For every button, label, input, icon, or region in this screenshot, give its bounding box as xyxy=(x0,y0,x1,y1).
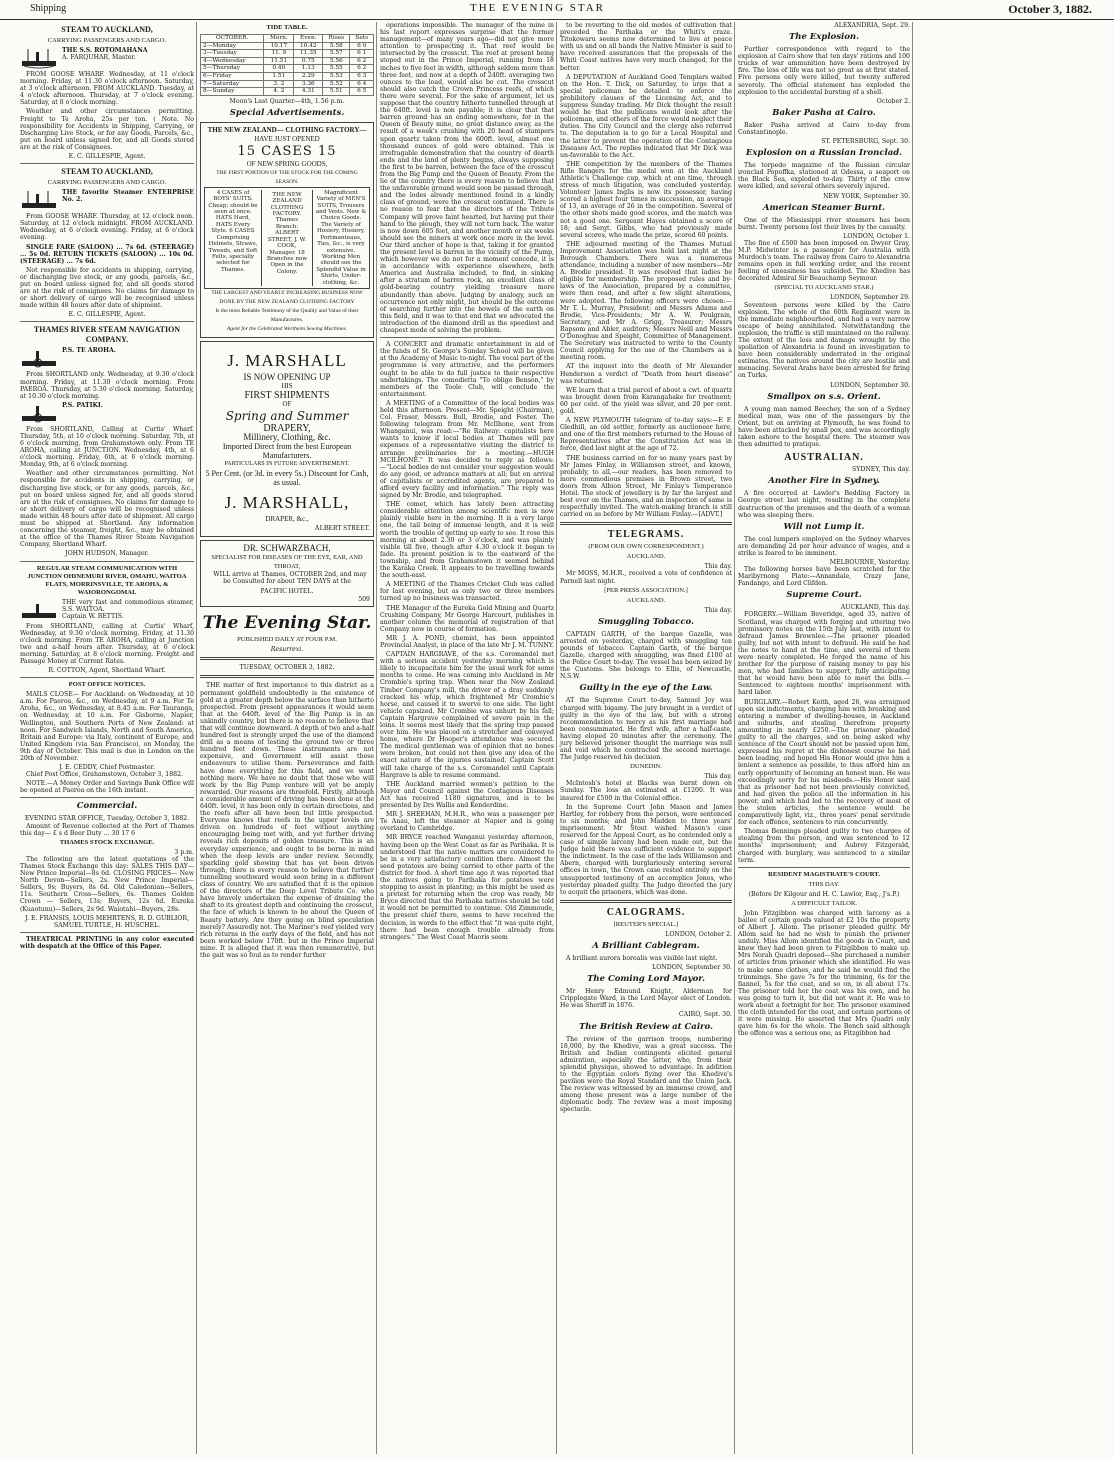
ad-line: DRAPER, &c., xyxy=(265,514,309,523)
dateline: DUNEDIN. xyxy=(630,763,662,771)
ad-title: J. MARSHALL xyxy=(227,350,347,370)
tide-title: TIDE TABLE. xyxy=(266,24,308,31)
heading-supreme-court: Supreme Court. xyxy=(786,590,862,601)
cablegram: The review of the garrison troops, numbering 18,000, by the Khedive, was a great success. The British and Indian contingents elicited general admiration, especially the latter, who, from their splendid physique, showed to advantage. In addition to the Egyptian colors flying over the Khedive's pavilion were the Royal Standard and the Union Jack. The review was witnessed by an immense crowd, and among those present was a large number of the diplomatic body. The review was a most imposing spectacle. xyxy=(560,1035,732,1114)
cablegram: Baker Pasha arrived at Cairo to-day from Constantinople. xyxy=(738,121,910,136)
marshall-ad xyxy=(200,341,374,537)
heading-special-advertisements: Special Advertisements. xyxy=(229,107,345,118)
tide-cell: 5.56 xyxy=(323,57,350,65)
dateline: MELBOURNE, Yesterday. xyxy=(829,558,910,566)
tide-cell: 8—Sunday xyxy=(201,88,264,96)
heading-tailor: A DIFFICULT TAILOR. xyxy=(791,899,857,907)
postmaster: J. E. CEDDY, Chief Postmaster. xyxy=(59,764,155,772)
news-item: MR J. A. POND, chemist, has been appointed Provincial Analyst, in place of the late Mr J. M. TUNNY. xyxy=(380,634,554,649)
news-item: A CONCERT and dramatic entertainment in aid of the funds of St. George's Sunday School will be given at the Academy of Music to-night. The vocal part of the programme is very attractive, and the performers ought to be able to do full justice to their respective undertakings. The comedietta "To oblige Benson," by members of the Toole Club, will conclude the entertainment. xyxy=(380,341,554,398)
heading-ironclad: Explosion on a Russian Ironclad. xyxy=(745,148,903,159)
manager: JOHN HUDSON, Manager. xyxy=(65,550,149,558)
telegram: Mr MOSS, M.H.R., received a vote of confidence at Parnell last night. xyxy=(560,570,732,585)
news-item: THE adjourned meeting of the Thames Mutual Improvement Association was held last night at the Borough Chambers. There was a numerous attendance, including a number of new members—Mr A. Brodie presided. It was resolved that ladies be eligible for membership. The proposed rules and by-laws of the Association, prepared by a committee, were then read, and after a few slight alterations, were adopted. The following officers were chosen:—Mr T. L. Murray, President; and Messrs Adams and Brodie, Vice-Presidents; Mr A. W. Poulgrain, Secretary, and Mr A. Grigg, Treasurer; Messrs Rapsom and Abler, auditors; Messrs Neill and Messrs O'Donoghue and Speight, Committee of Management. The Secretary was instructed to write to the County Council applying for the use of the Chambers as a meeting room. xyxy=(560,240,732,362)
heading-brilliant: A Brilliant Cablegram. xyxy=(592,940,700,951)
tide-cell: 6 2 xyxy=(350,57,374,65)
dateline: THIS DAY. xyxy=(808,880,840,888)
news-item: to be reverting to the old modes of cultivation that preceded the Parihaka or the Whiti's craze. Titokowaru seems now determined to live at peace with us and on all hands the Native Minister is said to have received assurances that the proposals of the Whiti Coast natives have very much changed, for the better. xyxy=(560,22,732,72)
dateline: AUCKLAND, This day. xyxy=(840,604,910,612)
dateline-day: This day. xyxy=(704,606,732,614)
cablegram: A fire occurred at Lawler's Bedding Factory in George street last night, resulting in the complete destruction of the premises and the death of a woman who was sleeping there. xyxy=(738,490,910,519)
ad-line: SPECIALIST FOR DISEASES OF THE EYE, EAR, AND THROAT, xyxy=(211,553,363,570)
court-report: BURGLARY.—Robert Keith, aged 26, was arraigned upon six indictments, charging him with breaking and entering a number of dwelling-houses, in Auckland and suburbs, and stealing therefrom property amounting in nearly £250.—The prisoner pleaded guilty to all the charges, and on being asked why sentence of the Court should not be passed upon him, expressed his regret at the dishonest course he had been leading, and hoped His Honor would give him a lenient a sentence as possible, to thus afford him an early opportunity of becoming an honest man. He was exceedingly sorry for his misdeeds.—His Honor said that as prisoner had not been previously convicted, and had given the police all the information in his power, and which had led to the recovery of most of the stolen articles, the sentence would be comparatively light, viz., three years' penal servitude for each offence, sentences to run concurrently. xyxy=(738,698,910,827)
tide-cell: 3—Tuesday xyxy=(201,50,264,58)
tide-cell: 3. 2 xyxy=(264,80,294,88)
ad-line: Imported Direct from the best European Manufacturers. xyxy=(222,441,352,460)
ship-name: P.S. PATIKI. xyxy=(62,401,103,409)
brokers: J. E. FRANSIS, LOUIS MEHRTENS, R. D. GUBLIOR, SAMUEL TURTLE, H. HUSCHEL. xyxy=(25,914,189,929)
heading-lord-mayor: The Coming Lord Mayor. xyxy=(587,974,705,985)
dateline: ALEXANDRIA, Sept. 29. xyxy=(834,22,910,29)
ad-line: IS NOW OPENING UP xyxy=(243,371,331,382)
tide-cell: 2.29 xyxy=(294,72,323,80)
heading-cablegrams: CALOGRAMS. xyxy=(606,906,686,918)
notice: Weather and other circumstances permitting. Not responsible for accidents in shipping, carrying, or discharging live stock, or for any goods, parcels, &c., put on board unless signed for, and all goods stored are at the risk of consignees. No claims for damage to or short delivery of cargo will be recognised unless made within 48 hours after date of shipment. All cargo must be shipped at Shortland. Any information concerning the steamer, freight, &c., may be obtained at the office of the Thames River Steam Navigation Company, Shortland Wharf. xyxy=(20,470,194,549)
cablegram: One of the Mississippi river steamers has been burnt. Twenty persons lost their lives by the casualty. xyxy=(738,216,910,231)
byline: (SPECIAL TO AUCKLAND STAR.) xyxy=(774,284,874,292)
ad-line: THE FIRST PORTION OF THE STOCK FOR THE COMING SEASON. xyxy=(216,169,358,185)
paper-title: THE EVENING STAR xyxy=(470,2,605,14)
ship-master: A. FARQUHAR, Master. xyxy=(62,54,136,62)
tide-cell: 11.51 xyxy=(264,57,294,65)
column-ads xyxy=(196,22,374,1454)
ad-line: 5 Per Cent. (or 3d. in every 5s.) Discount for Cash, as usual. xyxy=(205,468,369,487)
tide-cell: 7—Saturday xyxy=(201,80,264,88)
steamship-icon xyxy=(20,599,58,621)
stock-time: 3 p.m. xyxy=(174,848,194,856)
dateline-day: This day. xyxy=(704,773,732,781)
revenue: Amount of Revenue collected at the Port of Thames this day— £ s d Beer Duty ... 30 17 6 xyxy=(20,822,194,837)
tide-row xyxy=(201,42,374,50)
ad-line: Agent for the Celebrated Wertheim Sewing Machines. xyxy=(226,325,348,332)
schwarzbach-ad xyxy=(200,540,374,607)
tide-row xyxy=(201,57,374,65)
heading-explosion: The Explosion. xyxy=(788,32,860,43)
news-item: THE Auckland married women's petition to the Mayor and Council against the Contagious Diseases Act has received 1180 signatures, and is to be presented by Drs Wallis and Kenderdine. xyxy=(380,780,554,810)
tide-cell: 6 0 xyxy=(350,42,374,50)
ship-name: P.S. TE AROHA. xyxy=(62,347,116,355)
telegram: McIntosh's hotel at Blacks was burnt down on Sunday. The loss an estimated at £1200. It was insured for £500 in the Colonial office. xyxy=(560,780,732,802)
ad-cases: 15 CASES 15 xyxy=(237,143,337,159)
tide-cell: 6 1 xyxy=(350,50,374,58)
ship-name: THE S.S. ROTOMAHANA xyxy=(62,47,148,54)
editorial-continued: operations impossible. The manager of the mine in his last report expresses surprise that the former management—of many years ago—did not give more attention to prospecting it. That reef would be intersected by the crosscut. The reef at present being stoped out in the Prince Imperial, running from 18 inches to five feet in width, although seldom more than three feet, and now at a depth of 240ft. averaging two ounces to the load, would also be cut. The crosscut should also catch the Crown Princess reefs, of which there were several. For the sake of argument, let us suppose that the country hitherto tunnelled through at the 640ft. level is non payable; it is clear that that barren ground has an ending somewhere, for in the Queen of Beauty mine, no great distance away, as the result of a week's crushing with 20 head of stampers upon quartz taken from the 600ft. level, almost one thousand ounces of gold were obtained. This is irrefragable demonstration that the country of dearth ends and the land of plenty begins, always supposing the first to be barren, between the face of the crosscut from the Big Pump and the Queen of Beauty. From the lie of the country there is every reason to believe that the unfavorable ground would soon be passed through, and the lodes already mentioned found in a kindly class of ground, were the crosscut continued. There is no reason to fear that the directors of the Tribute Company will prove faint hearted, but having put their hand to the plough, they will not turn back. The water is now down 605 feet, and another month or six weeks should see the miners at work once more in the level. Our third anchor of hope is that, taking it for granted the present level is barren in the vicinity of the Pump, which however we do not for a moment concede, it is in accordance with experience elsewhere, both America and Australia included, to find, in sinking after a stratum of barren rock, an excellent class of gold-bearing country yielding treasure more abundantly than above. Judging by analogy, such an occurrence not only might, but should be the outcome of searching further into the bowels of the earth on this field, and it was to that end that we advocated the introduction of the diamond drill as the speediest and cheapest mode of solving the problem. xyxy=(380,22,554,335)
cablegram: The coal lumpers employed on the Sydney wharves are demanding 2d per hour advance of wages, and a strike is feared to be imminent. xyxy=(738,535,910,557)
tide-cell: 6 2 xyxy=(350,65,374,73)
ad-line: PARTICULARS IN FUTURE ADVERTISEMENT. xyxy=(224,460,350,467)
schedule: From SHORTLAND only. Wednesday, at 9.30 o'clock morning. Friday, at 11.30 o'clock morning. From PAEROA. Thursday, at 5.30 o'clock morning. Saturday, at 10.30 o'clock morning. xyxy=(20,371,194,400)
tide-table xyxy=(200,34,374,96)
dateline: ST. PETERSBURG, Sept. 30. xyxy=(821,138,910,146)
dateline: LONDON, September 29. xyxy=(830,294,910,302)
tide-cell: 4.31 xyxy=(294,88,323,96)
tide-row xyxy=(201,50,374,58)
heading-fire: Another Fire in Sydney. xyxy=(768,476,880,487)
dateline: AUCKLAND. xyxy=(626,553,666,561)
tide-cell: 5—Thursday xyxy=(201,65,264,73)
tide-cell: 0.40 xyxy=(264,65,294,73)
tide-cell: 5.55 xyxy=(323,65,350,73)
heading-australian: AUSTRALIAN. xyxy=(784,452,864,464)
steamer-ad xyxy=(20,347,194,369)
tide-cell: 6—Friday xyxy=(201,72,264,80)
tide-cell: 5.52 xyxy=(323,80,350,88)
tide-cell: 10.17 xyxy=(264,42,294,50)
news-item: MR J. SHEEHAN, M.H.R., who was a passenger per Te Anau, left the steamer at Napier and is going overland to Cambridge. xyxy=(380,811,554,833)
bench: (Before Dr Kilgour and H. C. Lawlor, Esq., J's.P.) xyxy=(748,890,900,898)
heading-telegrams: TELEGRAMS. xyxy=(607,529,685,541)
heading-steam-auckland: STEAM TO AUCKLAND, xyxy=(61,25,153,34)
tide-row xyxy=(201,80,374,88)
newspaper-nameplate: The Evening Star. xyxy=(202,613,372,634)
tide-cell: 11.35 xyxy=(294,50,323,58)
cablegram: Seventeen persons were killed by the Cairo explosion. The whole of the 60th Regiment were in the immediate neighbourhood, and had a very narrow escape of being annihilated. Notwithstanding the explosion, the traffic is still maintained on the railway. The extent of the loss and damage wrought by the spoliation of Alexandria is found on investigation to have been considerably underrated in the original estimates. The natives around the city are hostile and menacing. Several Arabs have been arrested for firing on Turks. xyxy=(738,301,910,380)
cablegram: A young man named Beechey, the son of a Sydney medical man, was one of the passengers by the Orient, but on arriving at Plymouth, he was found to have been attacked by small pox, and was accordingly taken ashore to the hospital there. The steamer was then admitted to pratique. xyxy=(738,405,910,449)
paddle-steamer-icon xyxy=(20,347,58,369)
fares: SINGLE FARE (SALOON) ... 7s 6d. (STEERAGE) ... 5s 0d. RETURN TICKETS (SALOON) ... 10s 0d. (STEERAGE) ... 7s 6d. xyxy=(20,243,194,265)
cablegram: A brilliant aurora borealis was visible last night. xyxy=(566,954,718,962)
dateline: LONDON, October 1. xyxy=(843,232,910,240)
steamer-ad xyxy=(20,47,194,69)
dateline: LONDON, September 30. xyxy=(652,964,732,972)
heading-smuggling: Smuggling Tobacco. xyxy=(597,616,695,627)
telegram: AT the Supreme Court to-day, Samuel Joy was charged with bigamy. The jury brought in a verdict of guilty in the eye of the law, but with a strong recommendation to mercy as his first marriage had been consummated. He first wife, after a half-caste, having eloped 20 minutes after the ceremony. The jury believed prisoner thought the marriage was null and void which he contracted the second marriage. The Judge reserved his decision. xyxy=(560,697,732,762)
heading-guilty: Guilty in the eye of the Law. xyxy=(579,683,713,694)
tide-header-row: OCTOBER. Morn. Even. Rises Sets xyxy=(201,35,374,43)
heading-thames-river: THAMES RIVER STEAM NAVIGATION COMPANY. xyxy=(33,325,181,345)
dateline: CAIRO, Sept. 30. xyxy=(678,1011,732,1019)
dateline: AUCKLAND. xyxy=(626,596,666,604)
tide-cell: 6 4 xyxy=(350,80,374,88)
ad-title: DR. SCHWARZBACH, xyxy=(243,542,331,553)
agent: E. C. GILLESPIE, Agent. xyxy=(68,311,146,319)
cablegram: The following horses have been scratched for the Maribyrnong Plate:—Annandale, Crazy Jane, Fandango, and Lord Clifden. xyxy=(738,566,910,588)
cablegram: The fine of £500 has been imposed on Dwyer Gray, M.P. Midwinter is a passenger for Australia with Murdoch's team. The railway from Cairo to Alexandria remains open in full working order, and the recent feeling of uneasiness has subsided. The Khedive has decorated Admiral Sir Beauchamp Seymour. xyxy=(738,239,910,283)
ad-line: OF NEW SPRING GOODS, xyxy=(246,159,328,168)
office-date: Chief Post Office, Grahamstown, October 3, 1882. xyxy=(26,771,184,779)
telegram: In the Supreme Court John Mason and James Hartley, for robbery from the person, were sentenced to six months; and John Madden to three years' imprisonment. Mr Stout wished Mason's case reserved for the Appeal Court, as he contended only a case of simple larceny had been made out, but the Judge held there was sufficient evidence to support the indictment. In the case of the lads Williamson and Abern, charged with burglariously entering several offices in town, the Crown case rested entirely on the unsupported testimony of an accomplice Jones, who yesterday pleaded guilty. The Judge directed the jury to acquit the prisoners, which was done. xyxy=(560,803,732,896)
published: PUBLISHED DAILY AT FOUR P.M. xyxy=(237,636,337,644)
editorial: THE matter of first importance to this district as a permanent goldfield undoubtedly is the existence of gold at a greater depth below the surface than hitherto prospected. From present appearances it would seem that at the 640ft. level of the Big Pump is in an unkindly country, but there is no reason to believe that that will continue downward. A depth of two and a-half hundred feet is strongly urged the use of the diamond drill as a means of testing the ground two or three hundred feet down. These instruments are not expensive, and Government will assist these endeavours to utilise them. Perseverance and faith have done everything for this field, and we want nothing more. We have no doubt that those who will work by the Big Pump venture will yet be amply rewarded. Our reasons are threefold. Firstly, although a considerable amount of driving has been done at the 640ft. level, it has been only in certain directions, and the reefs after all have been but little prospected. Everyone knows that reefs in the upper levels are driven on hundreds of feet without anything encouraging being met with, and yet further driving reveals rich deposits of golden treasure. This is an everyday experience, and ought to be borne in mind when the deep levels are under review. Secondly, sparkling gold showing that has yet been driven through, there is every reason to believe that further tunnelling southward would soon bring in a different class of country. We are satisfied that it is the opinion of the directors of the Deep Level Tribute Co. who have bravely undertaken the expense of draining the shaft to its greatest depth and continuing the crosscut, the face of which is known to be about the Queen of Beauty battery. Are they going on blind speculation merely? Assuredly not. The Mariner's reef yielded very rich returns in the early days of the field, and has not been worked below 170ft. but in the Prince Imperial mine. It is alleged that it was then remunerative, but the gait was so foul as to render further xyxy=(200,682,374,959)
heading-regular-steam: REGULAR STEAM COMMUNICATION WITH JUNCTION OHINEMURI RIVER, OMAHU, WAITOA FLATS, MORRINSVILLE, TE AROHA, & WAIORONGOMAI. xyxy=(27,564,187,596)
cablegram: Mr Henry Edmund Knight, Alderman for Cripplegate Ward, is the Lord Mayor elect of London. He was Sheriff in 1876. xyxy=(560,988,732,1010)
news-item: A DEPUTATION of Auckland Good Templars waited on the Hon. T. Dick, on Saturday, to urge that a special policeman be detailed to enforce the prohibitory clauses of the Licensing Act, and to suppress Sunday trading. Mr Dick thought the result would be that the publicans would look after the policeman, and others of the force would neglect their duties. The City Council and the clergy also referred to. The deputation is to go for a Local Hospital and the latter to prevent the operation of the Contagious Diseases Act. The replies indicated that Mr Dick was un-favorable to the Act. xyxy=(560,73,732,159)
ad-line: HIS xyxy=(281,381,293,390)
byline: [PER PRESS ASSOCIATION.] xyxy=(604,586,688,594)
news-item: THE competition by the members of the Thames Rifle Rangers for the medal won at the Auckland Athletic's Challenge cup, which at one time, through stress of much litigation, was concluded yesterday. Volunteer James Inglis is now its possessor, having scored a highest four times in succession, an average of 13, an average of 26 in the competition. Several of the other shots made good scores, and the match was not a good one. Sergeant Hayes obtained a score of 18; and Sergt. Gibbs, who had previously made several scores, who made the prize, scored 60 points. xyxy=(560,160,732,239)
ad-line: HAVE JUST OPENED xyxy=(254,134,320,143)
news-item: A MEETING of a Committee of the local bodies was held this afternoon. Present—Mr. Speight (Chairman), Col. Fraser, Messrs. Bull, Brodie, and Foster. The following telegram from Mr. McIlhone, sent from Whanganui, was read:—"Re Railway: capitalists here wants to know if local bodies at Thames will pay expenses of a representative visiting the district to arrange preliminaries for a meeting.—HUGH MCILHONE." It was decided to reply as follows:—"Local bodies do not consider your suggestion would do any good, or advance matters at all; but on arrival of capitalists or accredited agents, are prepared to afford every facility and information." The reply was signed by Mr. Brodie, and telegraphed. xyxy=(380,399,554,500)
steamship-icon xyxy=(20,189,58,211)
ad-grid-right: Magnificent Variety of MEN'S SUITS, Trousers and Vests. New & Choice Goods. The Variety of Hosiery, Hosiery, Portmanteaus, Ties, &c., is very extensive. Working Men should see the Splendid Value in Shirts, Under-clothing, &c. xyxy=(315,189,367,286)
court-report: FORGERY.—William Beveridge, aged 35, native of Scotland, was charged with forging and uttering two promissory notes on the 15th July last, with intent to defraud James Brownlee.—The prisoner pleaded guilty, but not with intent to defraud. He said he had the notes to hand at the time, and several of them were nearly completed. He forged the name of his brother for the purpose of raising money to pay his men, who had families to support, fully anticipating that he would have been able to meet the bills.—Sentenced to eighteen months' imprisonment with hard labor. xyxy=(738,611,910,697)
ad-line: Millinery, Clothing, &c. xyxy=(243,431,331,442)
heading-stock-exchange: THAMES STOCK EXCHANGE. xyxy=(59,838,155,846)
telegram: CAPTAIN GARTH, of the barque Gazelle, was arrested on yesterday, charged with smuggling ten pounds of tobacco. Captain Garth, of the barque Gazelle, charged with smuggling, was fined £100 at the Police Court to-day. The vessel has been seized by the Customs. She belongs to Ellis, of Newcastle, N.S.W. xyxy=(560,630,732,681)
heading-review: The British Review at Cairo. xyxy=(578,1021,714,1032)
motto: Resurrexi. xyxy=(270,646,304,654)
news-item: MR BRYCE reached Wanganui yesterday afternoon, having been up the West Coast as far as Parihaka. It is understood that the native matters are considered to be in a very satisfactory condition there. Almost the seed potatoes are being carried to other parts of the district for food. A short time ago it was reported that the natives going to Parihaka for potatoes were stopping to assist in planting; as this might be used as a pretext for returning when the crop was ready, Mr Bryce directed that the Parihaka natives should be told it would not be permitted to continue. Old Zimmoude, the present chief there, seems to have received the decision, in words to the effect that "it was quite right, there had been enough trouble already from strangers." The West Coast Maoris seem xyxy=(380,834,554,941)
column-concert-mines xyxy=(912,22,913,1454)
steamship-icon xyxy=(20,47,58,69)
ad-line: OF xyxy=(282,399,292,408)
heading-steam-auckland-2: STEAM TO AUCKLAND, xyxy=(61,167,153,177)
issue-date: October 3, 1882. xyxy=(1008,2,1092,16)
tide-cell: 6 5 xyxy=(350,88,374,96)
dateline: NEW YORK, September 30. xyxy=(823,192,910,200)
subheading: CARRYING PASSENGERS AND CARGO. xyxy=(47,179,167,187)
tide-cell: 1.51 xyxy=(264,72,294,80)
heading-rm-court: RESIDENT MAGISTRATE'S COURT. xyxy=(768,870,880,878)
notice: Weather and other circumstances permitting. Freight to Te Aroha, 25s per ton. ( Note. No responsibility for Accidents in Shipping, Carrying, or Discharging Live Stock, or for any Goods, Parcels, &c., put on board unless signed for, and all Goods stored are at the risk of Consignees. xyxy=(20,108,194,151)
editorial-date: TUESDAY, OCTOBER 3, 1882. xyxy=(239,664,335,672)
cablegram: Further correspondence with regard to the explosion at Cairo show that ten days' rations and 100 trucks of war ammunition have been destroyed by fire. The loss of life was not so great as at first stated. Five persons only were killed, but twenty suffered severely. The official statement has exploded the explosion to the accidental bursting of a shell. xyxy=(738,46,910,96)
cablegram: The torpedo magazine of the Russian circular ironclad Popoffka, stationed at Odessa, a seaport on the Black Sea, exploded to-day. Thirty of the crew were killed, and several others severely injured. xyxy=(738,162,910,191)
subheading: CARRYING PASSENGERS AND CARGO. xyxy=(47,37,167,44)
schedule: From SHORTLAND, calling at Curtis' Wharf, Wednesday, at 9.30 o'clock morning. Friday, at 11.30 o'clock morning. From TE AROHA, calling at Junction two and a-half hours after. Thursday, at 6 o'clock morning. Saturday, at 8 o'clock morning. Freight and Passage Money at Current Rates. xyxy=(20,622,194,665)
ad-text: WILL arrive at Thames, OCTOBER 2nd, and may be Consulted for about TEN DAYS at the xyxy=(213,570,367,586)
heading-lumpers: Will not Lump it. xyxy=(783,521,865,532)
court-report: Thomas Bennings pleaded guilty to two charges of stealing from the person, and was sentenced to 12 months' imprisonment; and Aubrey Fitzgerald, charged with burglary, was sentenced to a similar term. xyxy=(738,828,910,864)
steamer-ad xyxy=(20,599,194,621)
news-item: A NEW PLYMOUTH telegram of to-day says:—F. F. Gledhill, an old settler, formerly an auctioneer here, and one of the first members returned to the House of Representatives after the Constitution Act was in force, died last night at the age of 72. xyxy=(560,417,732,453)
news-item: AT the inquest into the death of Mr Alexander Henderson a verdict of "Death from heart disease" was returned. xyxy=(560,363,732,385)
tide-cell: 3.36 xyxy=(294,80,323,88)
agent: R. COTTON, Agent, Shortland Wharf. xyxy=(48,667,166,675)
ad-line: THE LARGEST AND YEARLY INCREASING BUSINESS NOW DONE BY THE NEW ZEALAND CLOTHING FACTORY xyxy=(211,289,363,305)
clothing-factory-ad xyxy=(200,122,374,338)
mails-close: MAILS CLOSE— For Auckland: on Wednesday, at 10 a.m. For Paeroa, &c., on Wednesday, at 9 a.m. For Te Aroha, &c., on Wednesday, at 8.45 a.m. For Tauranga, on Wednesday, at 10 a.m. For Gisborne, Napier, Wellington, and Southern Ports of New Zealand: at noon. For Sandwich Islands, North and South America, Britain and Europe: via Italy, continent of Europe, and United Kingdom (via San Francisco), on Monday, the 9th day of October. This mail is due in London on the 20th of November. xyxy=(20,691,194,762)
dateline: LONDON, October 2. xyxy=(665,930,732,938)
tide-cell: 10.42 xyxy=(294,42,323,50)
news-item: CAPTAIN HARGRAVE, of the s.s. Coromandel met with a serious accident yesterday morning which is likely to incapacitate him for the usual work for some months to come. He was coming into Auckland in Mr Crombie's spring trap. When near the New Zealand Timber Company's mill, the driver of a dray suddenly cracked his whip, which frightened Mr Crombie's horse, and caused it to swerve to one side. The light vehicle capsized. Mr Crombie was unhurt by his fall; Captain Hargrave complained of severe pain in the loins. It seems most likely that the spring trap passed over him. He was placed on a stretcher and conveyed home, where Dr Hooper's attendance was secured. The medical gentleman was of opinion that no bones were broken, but could not then give any idea of the exact nature of the injuries sustained. Captain Scott will take charge of the s.s. Coromandel until Captain Hargrave is able to resume command. xyxy=(380,651,554,779)
ad-grid-middle: THE NEW ZEALAND CLOTHING FACTORY. Thames Branch: ALBERT STREET, J. W. COOK, Manager. 18 Branches now Open in the Colony. xyxy=(261,190,313,286)
ship-captain: Captain W. BETTIS. xyxy=(62,612,124,620)
tide-cell: 2—Monday xyxy=(201,42,264,50)
news-item: THE comet, which has lately been attracting considerable attention among scientific men is now plainly visible here in the morning. It is a very large one, the tail being of immense length, and it is well worth the trouble of getting up early to see. It rose this morning at about 2.30 or 3 o'clock, and was plainly visible till five, though after 4.30 o'clock it began to fade. Its present position is to the eastward of the township, and from Grahamstown it seemed behind the Karaka Creek. It appears to be travelling towards the south-east. xyxy=(380,501,554,580)
money-order-note: NOTE.—A Money Order and Savings Bank Office will be opened at Paeroa on the 16th instant. xyxy=(20,780,194,795)
tide-cell: 1.13 xyxy=(294,65,323,73)
byline: [REUTER'S SPECIAL.] xyxy=(613,920,679,928)
tide-cell: 5.53 xyxy=(323,72,350,80)
schedule: From GOOSE WHARF. Thursday, at 12 o'clock noon. Saturday, at 12 o'clock midnight. FROM AUCKLAND. Wednesday, at 6 o'clock evening. Friday, at 6 o'clock evening. xyxy=(20,213,194,242)
steamer-ad xyxy=(20,189,194,211)
news-item: THE business carried on for so many years past by Mr James Finlay, in Williamson street, and known, probably, to all,—our readers, has been removed to more commodious premises in Brown street, two doors from Albion Street, Mr Finlay's Temperance Hotel. The stock of jewellery is by far the largest and best ever on the Thames, and an inspection of same is respectfully invited. The watch-making branch is still carried on as before by Mr William Finlay.—[ADVT.] xyxy=(560,454,732,519)
tide-cell: 5.51 xyxy=(323,88,350,96)
ad-title: J. MARSHALL, xyxy=(224,492,350,512)
dateline: October 2. xyxy=(876,97,910,105)
tide-cell: 4. 2 xyxy=(264,88,294,96)
tide-row xyxy=(201,72,374,80)
notice: Not responsible for accidents in shipping, carrying, or discharging live stock, or any goods, parcels, &c., put on board unless signed for, and all goods stored are at the risk of consignees. No claims for damage to or short delivery of cargo will be recognised unless made within 48 hours after date of shipment. xyxy=(20,266,194,310)
ship-name: THE very fast and commodious steamer, S.S. WAITOA. xyxy=(62,598,194,613)
tide-cell: 4—Wednesday xyxy=(201,57,264,65)
masthead xyxy=(0,0,1114,20)
tide-cell: 5.57 xyxy=(323,50,350,58)
ad-line: DRAPERY, xyxy=(263,422,311,434)
ad-spring: Spring and Summer xyxy=(225,408,349,423)
dateline: LONDON, September 30. xyxy=(830,381,910,389)
byline: (FROM OUR OWN CORRESPONDENT.) xyxy=(588,543,704,551)
printing-ad: THEATRICAL PRINTING in any color executed with despatch at the Office of this Paper. xyxy=(20,935,194,950)
shipping-label: Shipping xyxy=(30,3,67,14)
heading-baker: Baker Pasha at Cairo. xyxy=(772,107,876,118)
heading-smallpox: Smallpox on s.s. Orient. xyxy=(767,391,881,402)
paddle-steamer-icon xyxy=(20,402,58,424)
ad-title: THE NEW ZEALAND— CLOTHING FACTORY— xyxy=(207,125,367,134)
ad-grid xyxy=(204,187,370,289)
news-item: WE learn that a trial parcel of about a cwt. of quartz was brought down from Karangahake for treatment; 60 per cent. of the yield was silver, and 20 per cent. gold. xyxy=(560,386,732,415)
news-item: A MEETING of the Thames Cricket Club was called for last evening, but as only two or three members turned up no business was transacted. xyxy=(380,581,554,603)
column-shipping xyxy=(20,22,194,1454)
heading-commercial: Commercial. xyxy=(76,801,138,812)
ad-line: PACIFIC HOTEL. xyxy=(260,587,314,596)
tide-row xyxy=(201,65,374,73)
heading-post-office: POST OFFICE NOTICES. xyxy=(68,681,146,689)
dateline-day: This day. xyxy=(704,563,732,571)
ad-line: ALBERT STREET. xyxy=(314,523,370,532)
commercial-sub: EVENING STAR OFFICE, Tuesday, October 3, 1882. xyxy=(24,815,190,823)
ad-number: 509 xyxy=(358,596,370,604)
column-telegrams xyxy=(556,22,732,1454)
news-item: THE Manager of the Eureka Gold Mining and Quartz Crushing Company, Mr George Harcourt, publishes in another column the memorial of registration of that Company now in course of formation. xyxy=(380,604,554,633)
tide-cell: 11. 9 xyxy=(264,50,294,58)
ad-line: Is the most Reliable Testimony of the Quality and Value of their Manufactures. xyxy=(215,307,359,323)
tide-cell: 6 3 xyxy=(350,72,374,80)
heading-steamer-burnt: American Steamer Burnt. xyxy=(762,202,886,213)
schedule: FROM GOOSE WHARF. Wednesday, at 11 o'clock morning. Friday, at 11.30 o'clock afternoon. Saturday, at 3 o'clock afternoon. FROM AUCKLAND. Tuesday, at 4 o'clock afternoon. Thursday, at 7 o'clock evening. Saturday, at 8 o'clock morning. xyxy=(20,71,194,107)
column-cables xyxy=(734,22,910,1454)
steamer-ad xyxy=(20,402,194,424)
ad-grid-left: 4 CASES of BOYS' SUITS. Cheap; should be seen at once. HATS Hard, HATS Every Style. 6 CASES Comprising Helmets, Straws, Tweeds, and Soft Felts, specially selected for Thames. xyxy=(208,189,258,273)
ad-line: FIRST SHIPMENTS xyxy=(244,389,330,401)
stock-quotations: The following are the latest quotations of the Thames Stock Exchange this day: SALES THIS DAY— New Prince Imperial—8s 6d. CLOSING PRICES— New North Devon—Sellers, 2s. New Prince Imperial—Sellers, 9s; Buyers, 8s 6d. Old Caledonian—Sellers, 11s. Southern Cross—Sellers, 6s. Thames Golden Crown — Sellers, 13s; Buyers, 12s 6d. Eureka (Kuaotunu)—Sellers, 2s 9d. Waiotahi—Buyers, 28s. xyxy=(20,855,194,913)
court-report: John Fitzgibbon was charged with larceny as a bailee of certain goods valued at £2 10s the property of Albert J. Allom. The prisoner pleaded guilty. Mr Allom said he had no wish to punish the prisoner unduly. Miss Allom identified the goods in Court, and knew they had been given to Fitzgibbon to make up. Mrs Norah Quadri deposed—She purchased a number of articles from prisoner which she identified. He was to make some clothes, and he said he would find the trimmings. She gave 7s for the trimming, 6s for the flannel, 5s for the coat, and so on, in all about 17s. The prisoner told her the coat was his own, and he was going to turn it, but did not want it. He was to work about a fortnight for her. The prisoner examined the cloth intended for the coat, and certain portions of it were missing. He asserted that Mrs Quadri only gave him 6s for the whole. The Bench said although the offence was a serious one, as Fitzgibbon had xyxy=(738,909,910,1038)
tide-row xyxy=(201,88,374,96)
schedule: From SHORTLAND, Calling at Curtis' Wharf. Thursday, 5th, at 10 o'clock morning. Saturday, 7th, at 6 o'clock morning, from Grahamstown only. From TE AROHA, calling at JUNCTION. Wednesday, 4th, at 6 o'clock morning. Friday, 6th, at 6 o'clock morning. Monday, 9th, at 6 o'clock morning. xyxy=(20,425,194,469)
tide-cell: 5.58 xyxy=(323,42,350,50)
moon-phase: Moon's Last Quarter—4th, 1.56 p.m. xyxy=(229,97,345,105)
agent: E. C. GILLESPIE, Agent. xyxy=(68,153,146,161)
column-local-news xyxy=(376,22,554,1454)
tide-cell: 0.75 xyxy=(294,57,323,65)
dateline: SYDNEY, This day. xyxy=(852,466,910,474)
ship-name: THE favorite Steamer ENTERPRISE No. 2. xyxy=(62,189,194,204)
